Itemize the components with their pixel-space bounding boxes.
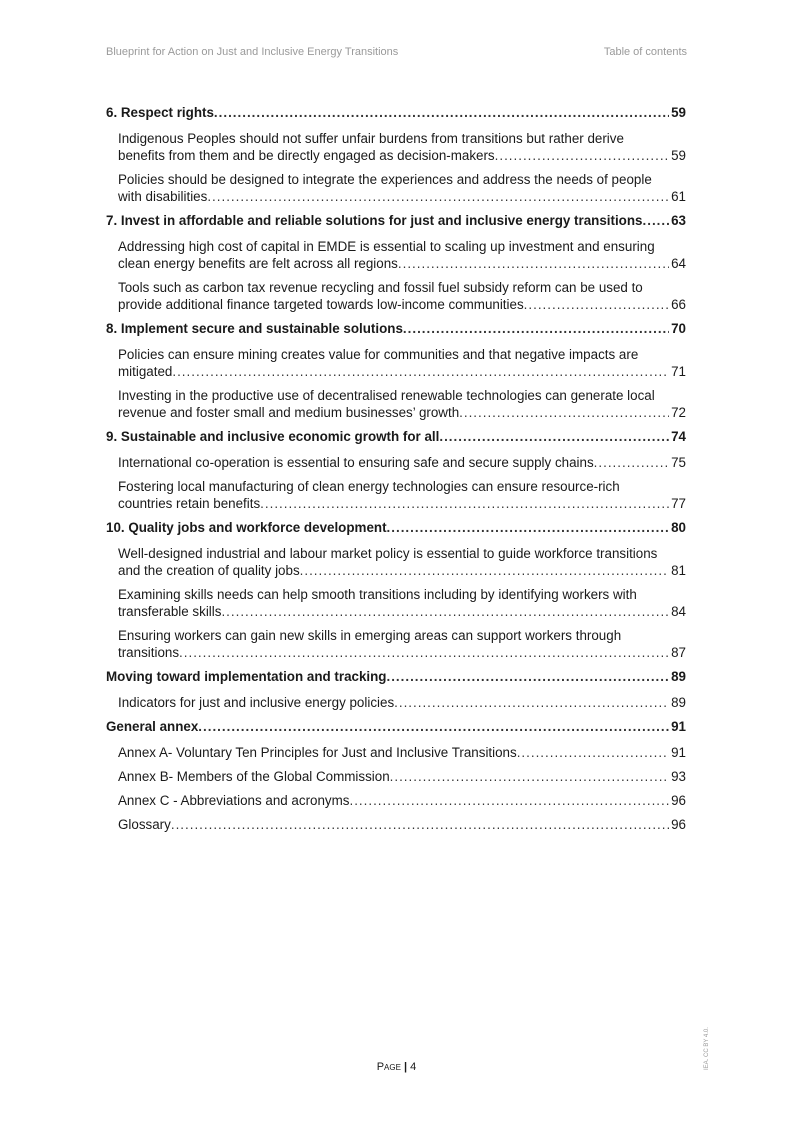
- toc-page-number: 89: [671, 669, 686, 684]
- dot-leader: [198, 718, 669, 736]
- toc-entry-chapter-6[interactable]: [106, 104, 686, 122]
- page-number: 4: [410, 1061, 417, 1073]
- toc-page-number: 87: [671, 645, 686, 660]
- toc-page-number: 71: [671, 364, 686, 379]
- dot-leader: [387, 519, 670, 537]
- page-label-rest: AGE: [384, 1063, 401, 1072]
- toc-entry-title: Indicators for just and inclusive energy policies: [118, 695, 395, 710]
- dot-leader: [643, 212, 670, 230]
- toc-entry-title: Addressing high cost of capital in EMDE is essential to scaling up investment and ensuring: [118, 239, 655, 254]
- page-separator: |: [404, 1061, 408, 1073]
- toc-page-number: 75: [671, 455, 686, 470]
- dot-leader: [214, 104, 669, 122]
- toc-entry-title-cont: mitigated: [118, 364, 173, 379]
- toc-entry-title-cont: countries retain benefits: [118, 496, 261, 511]
- toc-entry-chapter-7[interactable]: [106, 212, 686, 230]
- dot-leader: [386, 668, 669, 686]
- toc-entry-title: Examining skills needs can help smooth transitions including by identifying workers with: [118, 587, 637, 602]
- page-footer: [0, 1061, 793, 1073]
- toc-page-number: 59: [671, 105, 686, 120]
- toc-entry-title: Annex B- Members of the Global Commission: [118, 769, 390, 784]
- toc-entry-title: Fostering local manufacturing of clean energy technologies can ensure resource-rich: [118, 479, 620, 494]
- toc-entry-carbon-tax[interactable]: [118, 279, 686, 313]
- toc-entry-title: Tools such as carbon tax revenue recycling and fossil fuel subsidy reform can be used to: [118, 280, 643, 295]
- toc-entry-general-annex[interactable]: [106, 718, 686, 736]
- toc-page-number: 72: [671, 405, 686, 420]
- dot-leader: [403, 320, 669, 338]
- toc-entry-title: Ensuring workers can gain new skills in emerging areas can support workers through: [118, 628, 622, 643]
- toc-entry-annex-c[interactable]: [118, 792, 686, 809]
- toc-entry-indicators[interactable]: [118, 694, 686, 711]
- toc-page-number: 89: [671, 695, 686, 710]
- toc-entry-local-manufacturing[interactable]: [118, 478, 686, 512]
- dot-leader: [172, 363, 669, 380]
- dot-leader: [398, 255, 669, 272]
- toc-page-number: 74: [671, 429, 686, 444]
- toc-page-number: 91: [671, 745, 686, 760]
- toc-entry-mining[interactable]: [118, 346, 686, 380]
- toc-page-number: 61: [671, 189, 686, 204]
- toc-entry-indigenous-peoples[interactable]: [118, 130, 686, 164]
- toc-entry-title-cont: benefits from them and be directly engaged as decision-makers: [118, 148, 495, 163]
- toc-entry-chapter-10[interactable]: [106, 519, 686, 537]
- toc-entry-title-cont: transitions: [118, 645, 180, 660]
- toc-entry-title-cont: clean energy benefits are felt across all regions: [118, 256, 398, 271]
- toc-page-number: 77: [671, 496, 686, 511]
- dot-leader: [171, 816, 669, 833]
- toc-entry-skills-needs[interactable]: [118, 586, 686, 620]
- toc-entry-glossary[interactable]: [118, 816, 686, 833]
- toc-entry-title: General annex: [106, 719, 199, 734]
- toc-entry-new-skills[interactable]: [118, 627, 686, 661]
- toc-entry-title: Policies can ensure mining creates value for communities and that negative impacts are: [118, 347, 639, 362]
- toc-entry-title: Indigenous Peoples should not suffer unfair burdens from transitions but rather derive: [118, 131, 624, 146]
- toc-entry-decentralised-renewables[interactable]: [118, 387, 686, 421]
- toc-entry-disabilities[interactable]: [118, 171, 686, 205]
- dot-leader: [459, 404, 669, 421]
- dot-leader: [495, 147, 669, 164]
- dot-leader: [517, 744, 669, 761]
- toc-entry-title-cont: and the creation of quality jobs: [118, 563, 300, 578]
- toc-page-number: 64: [671, 256, 686, 271]
- toc-entry-title: Investing in the productive use of decentralised renewable technologies can generate local: [118, 388, 655, 403]
- toc-entry-title-cont: revenue and foster small and medium businesses’ growth: [118, 405, 460, 420]
- toc-page-number: 81: [671, 563, 686, 578]
- toc-entry-title-cont: provide additional finance targeted towards low-income communities: [118, 297, 524, 312]
- toc-page-number: 63: [671, 213, 686, 228]
- dot-leader: [390, 768, 669, 785]
- toc-entry-title: Moving toward implementation and tracking: [106, 669, 387, 684]
- toc-entry-implementation-tracking[interactable]: [106, 668, 686, 686]
- toc-entry-title: 10. Quality jobs and workforce development: [106, 520, 387, 535]
- copyright-notice: IEA. CC BY 4.0.: [704, 1027, 710, 1070]
- toc-entry-title: 7. Invest in affordable and reliable solutions for just and inclusive energy transitions: [106, 213, 643, 228]
- dot-leader: [524, 296, 669, 313]
- toc-entry-chapter-9[interactable]: [106, 428, 686, 446]
- toc-page-number: 91: [671, 719, 686, 734]
- toc-page-number: 84: [671, 604, 686, 619]
- toc-entry-title: 8. Implement secure and sustainable solutions: [106, 321, 403, 336]
- dot-leader: [394, 694, 669, 711]
- toc-entry-title: Annex A- Voluntary Ten Principles for Just and Inclusive Transitions: [118, 745, 517, 760]
- toc-entry-industrial-policy[interactable]: [118, 545, 686, 579]
- toc-page-number: 96: [671, 817, 686, 832]
- dot-leader: [300, 562, 669, 579]
- table-of-contents: [106, 104, 686, 840]
- toc-page-number: 93: [671, 769, 686, 784]
- toc-entry-international-cooperation[interactable]: [118, 454, 686, 471]
- dot-leader: [260, 495, 669, 512]
- dot-leader: [221, 603, 669, 620]
- page-label-initial: P: [376, 1061, 385, 1073]
- toc-entry-title: Policies should be designed to integrate the experiences and address the needs of people: [118, 172, 652, 187]
- toc-entry-annex-b[interactable]: [118, 768, 686, 785]
- toc-page-number: 59: [671, 148, 686, 163]
- toc-entry-title: International co-operation is essential to ensuring safe and secure supply chains: [118, 455, 594, 470]
- toc-entry-title-cont: transferable skills: [118, 604, 222, 619]
- toc-entry-cost-of-capital[interactable]: [118, 238, 686, 272]
- toc-entry-title: 9. Sustainable and inclusive economic growth for all: [106, 429, 440, 444]
- running-header-title: Blueprint for Action on Just and Inclusive Energy Transitions: [106, 46, 399, 58]
- toc-page-number: 66: [671, 297, 686, 312]
- toc-entry-title: Annex C - Abbreviations and acronyms: [118, 793, 350, 808]
- running-header-section: Table of contents: [603, 46, 687, 58]
- toc-entry-title: Glossary: [118, 817, 171, 832]
- dot-leader: [439, 428, 669, 446]
- toc-entry-annex-a[interactable]: [118, 744, 686, 761]
- dot-leader: [594, 454, 669, 471]
- dot-leader: [207, 188, 669, 205]
- toc-page-number: 70: [671, 321, 686, 336]
- toc-entry-chapter-8[interactable]: [106, 320, 686, 338]
- toc-entry-title-cont: with disabilities: [118, 189, 208, 204]
- dot-leader: [179, 644, 669, 661]
- dot-leader: [349, 792, 669, 809]
- toc-entry-title: Well-designed industrial and labour market policy is essential to guide workforce transitions: [118, 546, 658, 561]
- toc-page-number: 96: [671, 793, 686, 808]
- toc-page-number: 80: [671, 520, 686, 535]
- toc-entry-title: 6. Respect rights: [106, 105, 214, 120]
